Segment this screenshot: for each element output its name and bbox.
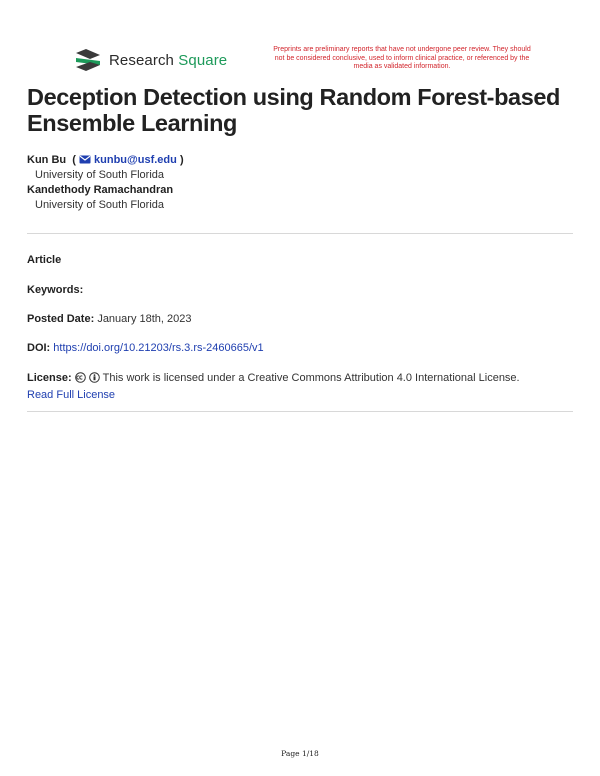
author-1-affiliation: University of South Florida (35, 169, 164, 181)
preprint-disclaimer: Preprints are preliminary reports that have not undergone peer review. They should not be considered conclusive, used to inform clinical practice, or referenced by the media as validated information. (273, 46, 531, 70)
research-square-logo[interactable] (74, 49, 227, 71)
article-type (27, 254, 61, 266)
logo-wordmark (109, 52, 227, 69)
author-list (27, 153, 184, 213)
creative-commons-icon (75, 372, 86, 383)
doi-label: DOI: (27, 342, 51, 354)
divider-top (27, 233, 573, 234)
attribution-icon (89, 372, 100, 383)
posted-date-label: Posted Date: (27, 313, 95, 325)
logo-word-research: Research (109, 51, 174, 69)
author-2 (27, 183, 184, 198)
license-text: This work is licensed under a Creative Commons Attribution 4.0 International License. (102, 372, 520, 384)
read-full-license-link[interactable]: Read Full License (27, 389, 116, 401)
author-1-email[interactable]: kunbu@usf.edu (94, 154, 177, 166)
posted-date-row (27, 313, 192, 325)
page-number: Page 1/18 (281, 749, 319, 758)
author-2-name: Kandethody Ramachandran (27, 184, 174, 196)
doi-link[interactable]: https://doi.org/10.21203/rs.3.rs-2460665/v1 (53, 342, 264, 354)
paper-title: Deception Detection using Random Forest-based Ensemble Learning (27, 84, 561, 136)
author-1-name: Kun Bu (27, 154, 67, 166)
read-license-row (27, 389, 115, 401)
divider-bottom (27, 411, 573, 412)
article-type-label: Article (27, 254, 62, 266)
research-square-logo-icon (74, 49, 102, 71)
author-2-affiliation: University of South Florida (35, 199, 164, 211)
license-row (27, 372, 520, 384)
keywords-label: Keywords: (27, 284, 84, 296)
keywords-row (27, 284, 83, 296)
logo-word-square: Square (178, 51, 228, 69)
author-1: Kun Bu ( kunbu@usf.edu ) (27, 154, 184, 166)
doi-row (27, 342, 264, 354)
mail-icon (79, 155, 91, 164)
posted-date-value: January 18th, 2023 (97, 313, 192, 325)
license-label: License: (27, 372, 72, 384)
